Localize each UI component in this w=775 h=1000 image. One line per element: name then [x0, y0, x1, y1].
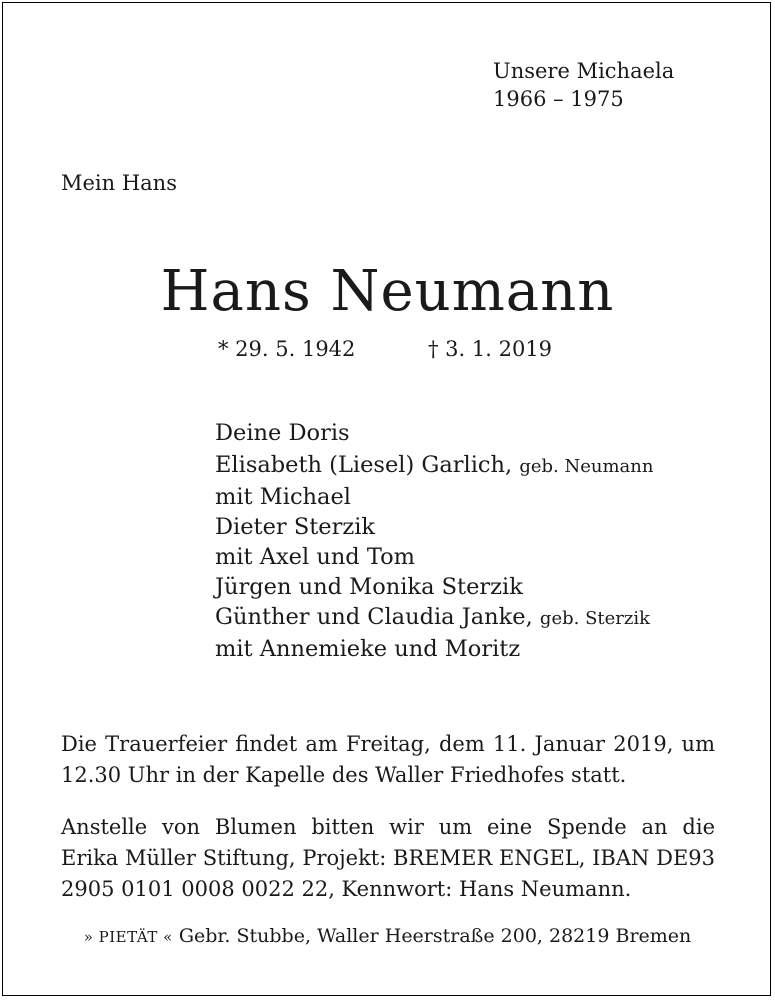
- donation-line: Erika Müller Stiftung, Projekt: BREMER ENGEL, IBAN DE93: [61, 846, 715, 870]
- mourner-line: [215, 450, 653, 482]
- donation-line: Anstelle von Blumen bitten wir um eine Spende an die: [61, 815, 715, 839]
- mourner-line: [215, 572, 653, 602]
- mourner-first: Deine Doris: [215, 420, 350, 446]
- funeral-line: 12.30 Uhr in der Kapelle des Waller Friedhofes statt.: [61, 763, 627, 787]
- funeral-info: [61, 729, 715, 791]
- mourner-line: [215, 634, 653, 664]
- mourner-line: [215, 542, 653, 572]
- mourner-main: Elisabeth (Liesel) Garlich,: [215, 452, 513, 478]
- donation-info: [61, 812, 715, 905]
- mourner-main: Dieter Sterzik: [215, 514, 376, 540]
- mourners-list: [215, 418, 653, 664]
- greeting: Mein Hans: [61, 171, 177, 195]
- donation-line: 2905 0101 0008 0022 22, Kennwort: Hans Neumann.: [61, 877, 632, 901]
- mourner-line: [215, 482, 653, 512]
- remembrance-block: [493, 57, 674, 113]
- birth-date: * 29. 5. 1942: [218, 337, 356, 361]
- remembrance-name: Unsere Michaela: [493, 59, 675, 83]
- mourner-note: geb. Neumann: [519, 456, 654, 477]
- funeral-home-footer: [0, 922, 775, 951]
- death-date: † 3. 1. 2019: [428, 337, 553, 361]
- funeral-home-brand: » PIETÄT «: [83, 928, 173, 946]
- deceased-name: Hans Neumann: [160, 259, 615, 324]
- funeral-home-address: Gebr. Stubbe, Waller Heerstraße 200, 28219 Bremen: [178, 925, 692, 947]
- mourner-main: mit Annemieke und Moritz: [215, 636, 521, 662]
- funeral-line: Die Trauerfeier findet am Freitag, dem 11. Januar 2019, um: [61, 732, 715, 756]
- mourner-note: geb. Sterzik: [539, 608, 651, 629]
- mourner-line: [215, 602, 653, 634]
- mourner-main: mit Michael: [215, 484, 351, 510]
- mourner-main: Günther und Claudia Janke,: [215, 604, 533, 630]
- mourner-line: [215, 512, 653, 542]
- remembrance-years: 1966 – 1975: [493, 87, 624, 111]
- mourner-main: mit Axel und Tom: [215, 544, 416, 570]
- mourner-main: Jürgen und Monika Sterzik: [215, 574, 523, 600]
